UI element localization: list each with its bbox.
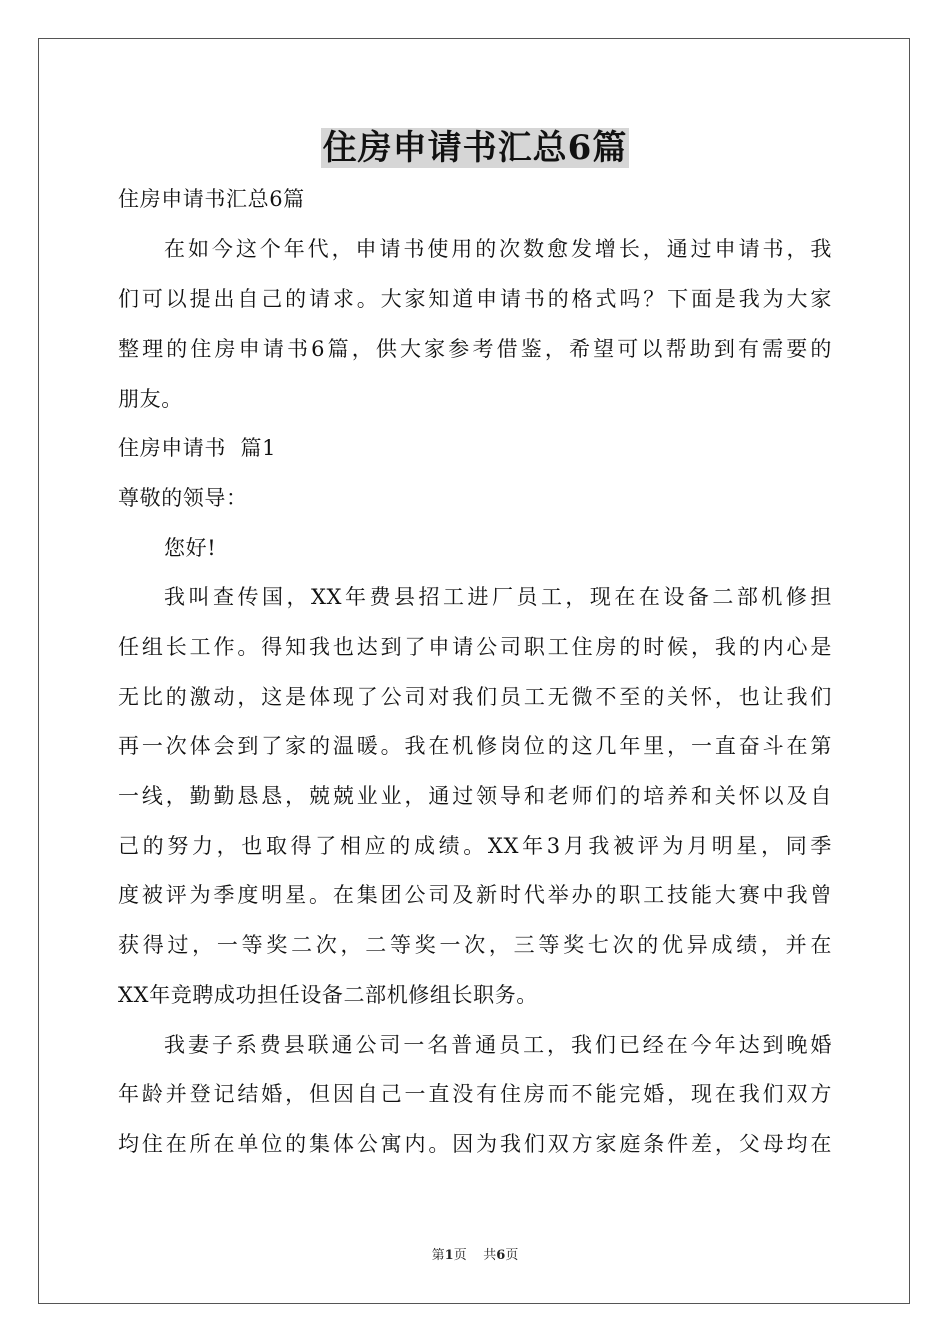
- paragraph-line: 一线，勤勤恳恳，兢兢业业，通过领导和老师们的培养和关怀以及自: [118, 784, 832, 808]
- intro-line: 们可以提出自己的请求。大家知道申请书的格式吗？下面是我为大家: [118, 287, 832, 311]
- paragraph-line: 己的努力，也取得了相应的成绩。XX年3月我被评为月明星，同季: [118, 834, 832, 858]
- footer-total-number: 6: [496, 1248, 506, 1263]
- page-footer: [0, 1246, 950, 1266]
- subtitle-line: 住房申请书汇总6篇: [118, 187, 305, 211]
- section-heading: 住房申请书 篇1: [118, 436, 277, 460]
- intro-line: 朋友。: [118, 387, 183, 411]
- paragraph-line: 无比的激动，这是体现了公司对我们员工无微不至的关怀，也让我们: [118, 685, 832, 709]
- document-title: [0, 122, 950, 174]
- intro-line: 整理的住房申请书6篇，供大家参考借鉴，希望可以帮助到有需要的: [118, 337, 832, 361]
- page-border: [38, 38, 910, 1304]
- paragraph-line: 年龄并登记结婚，但因自己一直没有住房而不能完婚，现在我们双方: [118, 1082, 832, 1106]
- footer-page-prefix: 第: [431, 1248, 445, 1263]
- paragraph-line: XX年竞聘成功担任设备二部机修组长职务。: [118, 983, 538, 1007]
- paragraph-line: 再一次体会到了家的温暖。我在机修岗位的这几年里，一直奋斗在第: [118, 734, 832, 758]
- paragraph-line: 任组长工作。得知我也达到了申请公司职工住房的时候，我的内心是: [118, 635, 832, 659]
- footer-total-prefix: 共: [483, 1248, 497, 1263]
- paragraph-line: 我妻子系费县联通公司一名普通员工，我们已经在今年达到晚婚: [164, 1033, 832, 1057]
- paragraph-line: 我叫查传国，XX年费县招工进厂员工，现在在设备二部机修担: [164, 585, 832, 609]
- document-title-text: 住房申请书汇总6篇: [322, 128, 628, 168]
- greeting: 您好!: [164, 536, 217, 560]
- footer-page-suffix: 页: [453, 1248, 467, 1263]
- paragraph-line: 度被评为季度明星。在集团公司及新时代举办的职工技能大赛中我曾: [118, 883, 832, 907]
- paragraph-line: 均住在所在单位的集体公寓内。因为我们双方家庭条件差，父母均在: [118, 1132, 832, 1156]
- paragraph-line: 获得过，一等奖二次，二等奖一次，三等奖七次的优异成绩，并在: [118, 933, 832, 957]
- intro-line: 在如今这个年代，申请书使用的次数愈发增长，通过申请书，我: [164, 237, 832, 261]
- footer-total-suffix: 页: [505, 1248, 519, 1263]
- footer-page-number: 1: [444, 1248, 454, 1263]
- salutation: 尊敬的领导：: [118, 486, 248, 510]
